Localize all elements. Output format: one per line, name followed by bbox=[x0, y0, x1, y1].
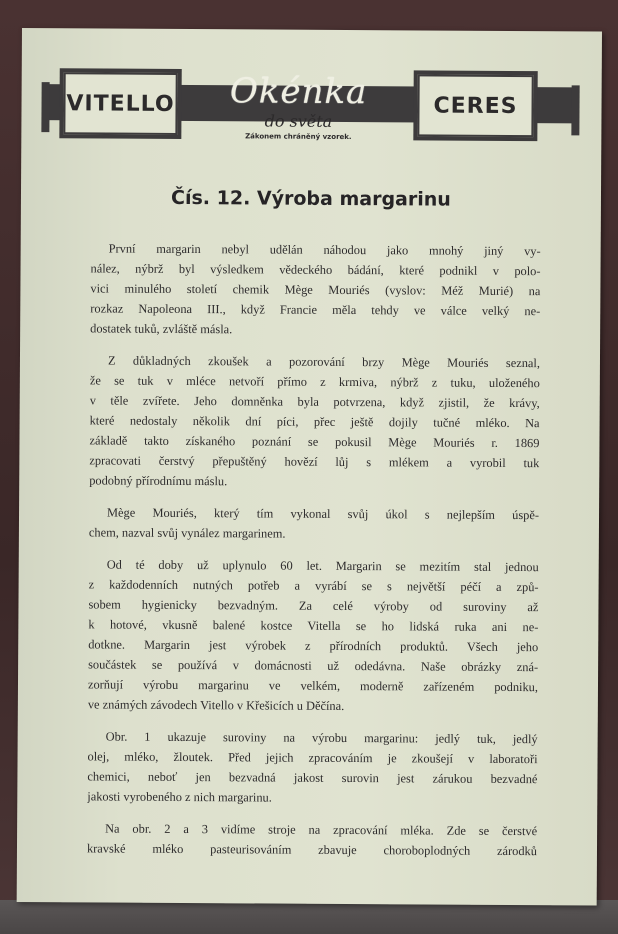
okenka-logo bbox=[193, 67, 403, 150]
paragraph-1 bbox=[90, 238, 541, 341]
text-line: zpracovati čerstvý přepuštěný hovězí lůj s mlékem a vyrobil tuk bbox=[89, 453, 540, 471]
paragraph-5 bbox=[87, 726, 537, 809]
banner-cap-left bbox=[41, 82, 49, 132]
document-sheet bbox=[17, 28, 602, 906]
text-line: k hotové, vkusně balené kostce Vitella se ho lidská ruka ani ne- bbox=[88, 617, 539, 635]
text-line: chemici, neboť jen bezvadná jakost surovin jest zárukou bezvadné bbox=[87, 769, 538, 787]
header-banner bbox=[43, 66, 577, 151]
text-line: chem, nazval svůj vynález margarinem. bbox=[88, 525, 286, 541]
text-line: v těle zvířete. Jeho domněnka byla potvrzena, když zjistil, že krávy, bbox=[89, 393, 540, 411]
text-line: jakosti vyrobeného z nich margarinu. bbox=[87, 789, 272, 805]
text-line: vici minulého století chemik Mège Mouriés (vyslov: Méž Murié) na bbox=[90, 281, 541, 299]
logo-subtitle: do světa bbox=[264, 111, 333, 131]
document-title: Čís. 12. Výroba margarinu bbox=[171, 186, 451, 211]
brand-ceres-label: CERES bbox=[417, 74, 533, 137]
text-line: součástek se používá v domácnosti už odedávna. Naše obrázky zná- bbox=[88, 657, 539, 675]
text-line: olej, mléko, žloutek. Před jejich zpracováním je zkoušejí v laboratoři bbox=[87, 749, 538, 767]
text-line: Na obr. 2 a 3 vidíme stroje na zpracování mléka. Zde se čerstvé bbox=[105, 821, 538, 839]
brand-vitello-label: VITELLO bbox=[63, 72, 177, 135]
text-line: Od té doby už uplynulo 60 let. Margarin se mezitím stal jednou bbox=[106, 557, 539, 575]
text-line: kravské mléko pasteurisováním zbavuje choroboplodných zárodků bbox=[86, 841, 538, 859]
text-line: ve známých závodech Vitello v Křešicích u Děčína. bbox=[87, 697, 345, 713]
text-line: rozkaz Napoleona III., když Francie měla tehdy ve válce velký ne- bbox=[90, 301, 541, 319]
logo-note: Zákonem chráněný vzorek. bbox=[245, 132, 352, 142]
text-line: sobem hygienicky bezvadným. Za celé výroby od suroviny až bbox=[88, 597, 539, 615]
paragraph-4 bbox=[88, 554, 539, 717]
paragraph-2 bbox=[89, 350, 540, 493]
text-line: základě takto získaného poznání se pokusil Mège Mouriés r. 1869 bbox=[89, 433, 540, 451]
text-line: zorňují výrobu margarinu ve velkém, moderně zařízeném podniku, bbox=[87, 677, 539, 695]
brand-vitello-box bbox=[59, 68, 181, 139]
text-line: dotkne. Margarin jest výrobek z přírodních produktů. Všech jeho bbox=[88, 637, 539, 655]
text-line: nález, nýbrž byl výsledkem vědeckého bádání, které podnikl v polo- bbox=[90, 261, 541, 279]
document-body bbox=[87, 238, 541, 873]
text-line: Obr. 1 ukazuje suroviny na výrobu margarinu: jedlý tuk, jedlý bbox=[105, 729, 538, 747]
text-line: podobný přírodnímu máslu. bbox=[89, 473, 228, 489]
brand-ceres-box bbox=[413, 70, 537, 141]
banner-cap-right bbox=[571, 85, 579, 135]
text-line: První margarin nebyl udělán náhodou jako mnohý jiný vy- bbox=[108, 241, 541, 259]
text-line: Mège Mouriés, který tím vykonal svůj úkol s nejlepším úspě- bbox=[106, 505, 540, 523]
text-line: dostatek tuků, zvláště másla. bbox=[90, 321, 233, 337]
text-line: které nedostaly několik dní píci, přec ještě dojily tučné mléko. Na bbox=[89, 413, 540, 431]
text-line: z každodenních nutných potřeb a vyrábí se s největší péčí a způ- bbox=[88, 577, 539, 595]
logo-title: Okénka bbox=[229, 71, 368, 113]
paragraph-3 bbox=[89, 502, 539, 545]
text-line: Z důkladných zkoušek a pozorování brzy Mège Mouriés seznal, bbox=[107, 353, 541, 371]
paragraph-6 bbox=[87, 818, 537, 861]
text-line: že se tuk v mléce netvoří přímo z krmiva, nýbrž z tuku, uloženého bbox=[89, 373, 540, 391]
